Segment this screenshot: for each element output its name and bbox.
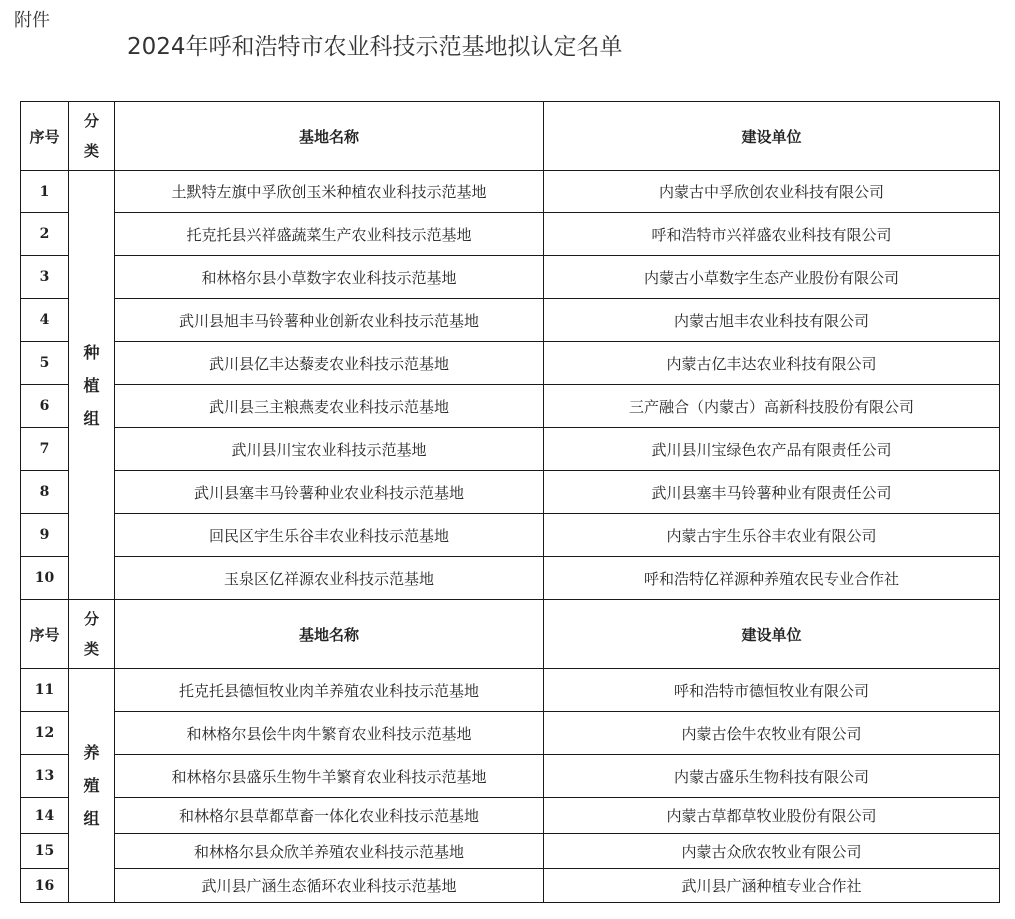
unit-cell: 内蒙古盛乐生物科技有限公司 bbox=[544, 755, 1000, 798]
row-index: 13 bbox=[21, 755, 69, 798]
unit-cell: 内蒙古亿丰达农业科技有限公司 bbox=[544, 342, 1000, 385]
base-list-table bbox=[20, 101, 1000, 903]
category-char: 组 bbox=[83, 408, 100, 428]
unit-cell: 武川县广涵种植专业合作社 bbox=[544, 869, 1000, 903]
row-index: 10 bbox=[21, 557, 69, 600]
table-row bbox=[21, 869, 1000, 903]
table-row bbox=[21, 428, 1000, 471]
table-row bbox=[21, 514, 1000, 557]
base-name-cell: 武川县旭丰马铃薯种业创新农业科技示范基地 bbox=[115, 299, 544, 342]
table-row bbox=[21, 385, 1000, 428]
unit-cell: 三产融合（内蒙古）高新科技股份有限公司 bbox=[544, 385, 1000, 428]
table-row bbox=[21, 712, 1000, 755]
row-index: 7 bbox=[21, 428, 69, 471]
table-row bbox=[21, 342, 1000, 385]
row-index: 8 bbox=[21, 471, 69, 514]
header-base-name: 基地名称 bbox=[115, 102, 544, 171]
header-base-name: 基地名称 bbox=[115, 600, 544, 669]
row-index: 1 bbox=[21, 171, 69, 213]
base-name-cell: 和林格尔县小草数字农业科技示范基地 bbox=[115, 256, 544, 299]
row-index: 2 bbox=[21, 213, 69, 256]
base-name-cell: 土默特左旗中孚欣创玉米种植农业科技示范基地 bbox=[115, 171, 544, 213]
row-index: 6 bbox=[21, 385, 69, 428]
unit-cell: 内蒙古旭丰农业科技有限公司 bbox=[544, 299, 1000, 342]
table-row bbox=[21, 557, 1000, 600]
base-name-cell: 和林格尔县众欣羊养殖农业科技示范基地 bbox=[115, 834, 544, 869]
category-char: 殖 bbox=[83, 776, 100, 795]
category-char: 植 bbox=[83, 375, 100, 395]
category-char: 养 bbox=[83, 743, 100, 762]
base-name-cell: 和林格尔县侩牛肉牛繁育农业科技示范基地 bbox=[115, 712, 544, 755]
header-unit: 建设单位 bbox=[544, 600, 1000, 669]
base-name-cell: 托克托县德恒牧业肉羊养殖农业科技示范基地 bbox=[115, 669, 544, 712]
row-index: 14 bbox=[21, 798, 69, 834]
header-category-char: 分 bbox=[83, 610, 99, 628]
row-index: 9 bbox=[21, 514, 69, 557]
table-row bbox=[21, 669, 1000, 712]
unit-cell: 内蒙古小草数字生态产业股份有限公司 bbox=[544, 256, 1000, 299]
table-row bbox=[21, 755, 1000, 798]
unit-cell: 内蒙古宇生乐谷丰农业有限公司 bbox=[544, 514, 1000, 557]
row-index: 5 bbox=[21, 342, 69, 385]
attachment-label: 附件 bbox=[14, 10, 50, 31]
row-index: 16 bbox=[21, 869, 69, 903]
base-name-cell: 托克托县兴祥盛蔬菜生产农业科技示范基地 bbox=[115, 213, 544, 256]
category-cell bbox=[69, 669, 115, 903]
base-name-cell: 玉泉区亿祥源农业科技示范基地 bbox=[115, 557, 544, 600]
table-row bbox=[21, 471, 1000, 514]
page-title: 2024年呼和浩特市农业科技示范基地拟认定名单 bbox=[127, 34, 623, 60]
unit-cell: 呼和浩特亿祥源种养殖农民专业合作社 bbox=[544, 557, 1000, 600]
header-category bbox=[69, 600, 115, 669]
base-name-cell: 回民区宇生乐谷丰农业科技示范基地 bbox=[115, 514, 544, 557]
table-row bbox=[21, 171, 1000, 213]
header-category bbox=[69, 102, 115, 171]
header-category-char: 分 bbox=[83, 112, 99, 130]
base-name-cell: 武川县三主粮燕麦农业科技示范基地 bbox=[115, 385, 544, 428]
unit-cell: 呼和浩特市德恒牧业有限公司 bbox=[544, 669, 1000, 712]
table-row bbox=[21, 798, 1000, 834]
unit-cell: 内蒙古众欣农牧业有限公司 bbox=[544, 834, 1000, 869]
unit-cell: 内蒙古草都草牧业股份有限公司 bbox=[544, 798, 1000, 834]
table-header-row bbox=[21, 600, 1000, 669]
header-index: 序号 bbox=[21, 102, 69, 171]
category-cell bbox=[69, 171, 115, 600]
table-header-row bbox=[21, 102, 1000, 171]
category-char: 组 bbox=[83, 809, 100, 828]
unit-cell: 内蒙古侩牛农牧业有限公司 bbox=[544, 712, 1000, 755]
row-index: 12 bbox=[21, 712, 69, 755]
row-index: 3 bbox=[21, 256, 69, 299]
unit-cell: 呼和浩特市兴祥盛农业科技有限公司 bbox=[544, 213, 1000, 256]
table-row bbox=[21, 834, 1000, 869]
unit-cell: 内蒙古中孚欣创农业科技有限公司 bbox=[544, 171, 1000, 213]
base-name-cell: 武川县川宝农业科技示范基地 bbox=[115, 428, 544, 471]
base-name-cell: 武川县广涵生态循环农业科技示范基地 bbox=[115, 869, 544, 903]
unit-cell: 武川县塞丰马铃薯种业有限责任公司 bbox=[544, 471, 1000, 514]
row-index: 15 bbox=[21, 834, 69, 869]
table-row bbox=[21, 213, 1000, 256]
unit-cell: 武川县川宝绿色农产品有限责任公司 bbox=[544, 428, 1000, 471]
header-category-char: 类 bbox=[83, 142, 99, 160]
base-name-cell: 和林格尔县盛乐生物牛羊繁育农业科技示范基地 bbox=[115, 755, 544, 798]
category-char: 种 bbox=[83, 342, 100, 362]
base-name-cell: 武川县亿丰达藜麦农业科技示范基地 bbox=[115, 342, 544, 385]
header-category-char: 类 bbox=[83, 640, 99, 658]
table-row bbox=[21, 299, 1000, 342]
base-name-cell: 武川县塞丰马铃薯种业农业科技示范基地 bbox=[115, 471, 544, 514]
row-index: 11 bbox=[21, 669, 69, 712]
base-name-cell: 和林格尔县草都草畜一体化农业科技示范基地 bbox=[115, 798, 544, 834]
row-index: 4 bbox=[21, 299, 69, 342]
table-row bbox=[21, 256, 1000, 299]
header-index: 序号 bbox=[21, 600, 69, 669]
header-unit: 建设单位 bbox=[544, 102, 1000, 171]
